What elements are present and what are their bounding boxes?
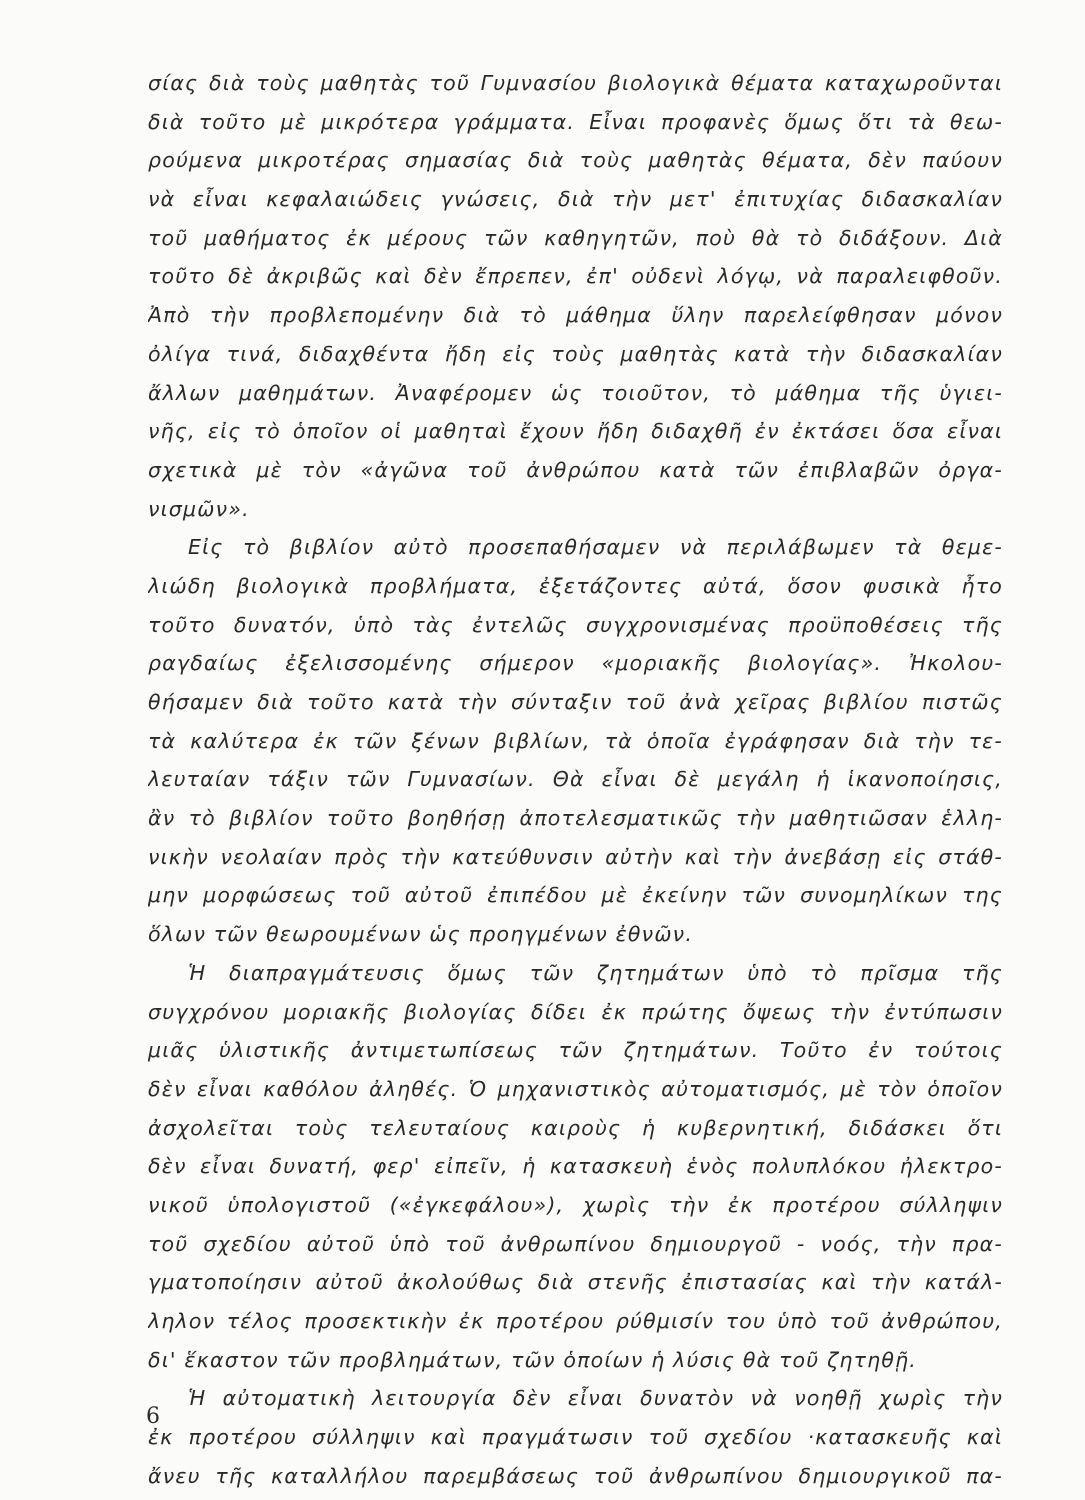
text-line: δὲν εἶναι δυνατή, φερ' εἰπεῖν, ἡ κατασκευὴ ἑνὸς πολυπλόκου ἠλεκτρο-: [148, 1154, 1003, 1179]
text-line: ληλον τέλος προσεκτικὴν ἐκ προτέρου ρύθμισίν του ὑπὸ τοῦ ἀνθρώπου,: [148, 1309, 1003, 1333]
text-line: Ἡ αὐτοματικὴ λειτουργία δὲν εἶναι δυνατὸν νὰ νοηθῇ χωρὶς τὴν: [188, 1386, 1003, 1411]
text-line: ρούμενα μικροτέρας σημασίας διὰ τοὺς μαθητὰς θέματα, δὲν παύουν: [148, 148, 1003, 173]
text-line: ἂν τὸ βιβλίον τοῦτο βοηθήσῃ ἀποτελεσματικῶς τὴν μαθητιῶσαν ἑλλη-: [148, 806, 1003, 831]
text-line: τοῦτο δὲ ἀκριβῶς καὶ δὲν ἔπρεπεν, ἐπ' οὐδενὶ λόγῳ, νὰ παραλειφθοῦν.: [148, 264, 1003, 289]
text-line: ἄνευ τῆς καταλλήλου παρεμβάσεως τοῦ ἀνθρωπίνου δημιουργικοῦ πα-: [148, 1463, 1003, 1488]
text-line: συγχρόνου μοριακῆς βιολογίας δίδει ἐκ πρώτης ὄψεως τὴν ἐντύπωσιν: [148, 999, 1003, 1024]
text-line: ἐκ προτέρου σύλληψιν καὶ πραγμάτωσιν τοῦ σχεδίου ·κατασκευῆς καὶ: [148, 1425, 1003, 1450]
text-line: νισμῶν».: [148, 496, 250, 521]
text-line: ἀσχολεῖται τοὺς τελευταίους καιροὺς ἡ κυβερνητική, διδάσκει ὅτι: [148, 1115, 1003, 1140]
text-line: λιώδη βιολογικὰ προβλήματα, ἐξετάζοντες αὐτά, ὅσον φυσικὰ ἦτο: [148, 573, 1003, 598]
text-line: νικοῦ ὑπολογιστοῦ («ἐγκεφάλου»), χωρὶς τὴν ἐκ προτέρου σύλληψιν: [148, 1192, 1003, 1217]
text-line: τοῦ σχεδίου αὐτοῦ ὑπὸ τοῦ ἀνθρωπίνου δημιουργοῦ - νοός, τὴν πρα-: [148, 1231, 1003, 1256]
text-line: τὰ καλύτερα ἐκ τῶν ξένων βιβλίων, τὰ ὁποῖα ἐγράφησαν διὰ τὴν τε-: [148, 728, 1003, 753]
text-line: τοῦ μαθήματος ἐκ μέρους τῶν καθηγητῶν, ποὺ θὰ τὸ διδάξουν. Διὰ: [148, 225, 1003, 250]
text-line: Ἀπὸ τὴν προβλεπομένην διὰ τὸ μάθημα ὕλην παρελείφθησαν μόνον: [148, 303, 1003, 328]
text-line: ὀλίγα τινά, διδαχθέντα ἤδη εἰς τοὺς μαθητὰς κατὰ τὴν διδασκαλίαν: [148, 341, 1003, 366]
text-line: ἄλλων μαθημάτων. Ἀναφέρομεν ὡς τοιοῦτον, τὸ μάθημα τῆς ὑγιει-: [148, 380, 1003, 405]
text-line: Ἡ διαπραγμάτευσις ὅμως τῶν ζητημάτων ὑπὸ τὸ πρῖσμα τῆς: [188, 960, 1003, 985]
body-text: [148, 64, 1003, 1495]
text-line: δὲν εἶναι καθόλου ἀληθές. Ὁ μηχανιστικὸς αὐτοματισμός, μὲ τὸν ὁποῖον: [148, 1076, 1003, 1101]
text-line: νῆς, εἰς τὸ ὁποῖον οἱ μαθηταὶ ἔχουν ἤδη διδαχθῆ ἐν ἐκτάσει ὅσα εἶναι: [148, 419, 1003, 444]
text-line: νὰ εἶναι κεφαλαιώδεις γνώσεις, διὰ τὴν μετ' ἐπιτυχίας διδασκαλίαν: [148, 187, 1003, 212]
text-line: Εἰς τὸ βιβλίον αὐτὸ προσεπαθήσαμεν νὰ περιλάβωμεν τὰ θεμε-: [188, 535, 1003, 560]
text-line: διὰ τοῦτο μὲ μικρότερα γράμματα. Εἶναι προφανὲς ὅμως ὅτι τὰ θεω-: [148, 109, 1003, 134]
text-line: μιᾶς ὑλιστικῆς ἀντιμετωπίσεως τῶν ζητημάτων. Τοῦτο ἐν τούτοις: [148, 1038, 1003, 1063]
text-line: σχετικὰ μὲ τὸν «ἀγῶνα τοῦ ἀνθρώπου κατὰ τῶν ἐπιβλαβῶν ὀργα-: [148, 457, 1003, 482]
text-line: νικὴν νεολαίαν πρὸς τὴν κατεύθυνσιν αὐτὴν καὶ τὴν ἀνεβάσῃ εἰς στάθ-: [148, 844, 1003, 869]
page-number: 6: [146, 1404, 160, 1429]
text-line: θήσαμεν διὰ τοῦτο κατὰ τὴν σύνταξιν τοῦ ἀνὰ χεῖρας βιβλίου πιστῶς: [148, 690, 1003, 714]
text-line: γματοποίησιν αὐτοῦ ἀκολούθως διὰ στενῆς ἐπιστασίας καὶ τὴν κατάλ-: [148, 1270, 1003, 1295]
text-line: σίας διὰ τοὺς μαθητὰς τοῦ Γυμνασίου βιολογικὰ θέματα καταχωροῦνται: [148, 71, 1003, 95]
text-line: λευταίαν τάξιν τῶν Γυμνασίων. Θὰ εἶναι δὲ μεγάλη ἡ ἱκανοποίησις,: [148, 767, 1003, 792]
text-line: μην μορφώσεως τοῦ αὐτοῦ ἐπιπέδου μὲ ἐκείνην τῶν συνομηλίκων της: [148, 883, 1003, 908]
text-line: δι' ἕκαστον τῶν προβλημάτων, τῶν ὁποίων ἡ λύσις θὰ τοῦ ζητηθῇ.: [148, 1347, 917, 1372]
text-line: τοῦτο δυνατόν, ὑπὸ τὰς ἐντελῶς συγχρονισμένας προϋποθέσεις τῆς: [148, 612, 1003, 637]
text-line: ραγδαίως ἐξελισσομένης σήμερον «μοριακῆς βιολογίας». Ἠκολου-: [148, 651, 1003, 676]
text-line: ὅλων τῶν θεωρουμένων ὡς προηγμένων ἐθνῶν.: [148, 922, 694, 947]
